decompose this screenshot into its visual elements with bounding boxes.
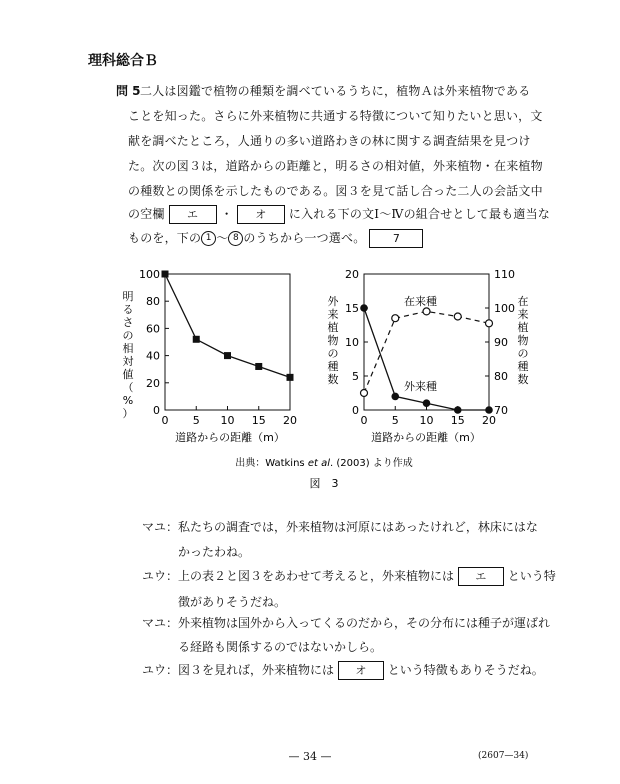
question-line-5: の種数との関係を示したものである。図３を見て話し合った二人の会話文中 (128, 184, 543, 198)
chart-species-ylabel-right (518, 294, 529, 386)
figure-label: 図 3 (309, 477, 339, 490)
choice-1-circle: 1 (201, 231, 216, 246)
alien-point (391, 393, 399, 401)
svg-text:相: 相 (122, 342, 134, 355)
dialogue-blank-o-box: オ (338, 661, 384, 680)
y-tick-label: 20 (146, 376, 160, 390)
dialogue-text: 私たちの調査では，外来植物は河原にはあったけれど，林床にはな (178, 520, 538, 534)
dialogue-text: という特徴もありそうだね。 (387, 663, 544, 677)
svg-text:来: 来 (327, 308, 339, 321)
speaker-mayu: マユ： (142, 616, 179, 630)
x-tick-label: 0 (161, 414, 169, 427)
dialogue-text: という特 (507, 569, 556, 583)
svg-text:物: 物 (327, 334, 339, 347)
brightness-point (255, 363, 262, 370)
figure-source-pre: 出典：Watkins (235, 458, 308, 469)
svg-text:数: 数 (517, 373, 529, 386)
dialogue-line-3 (142, 614, 550, 631)
blank-o-box: オ (237, 205, 285, 224)
dialogue-line-3-cont: る経路も関係するのではないかしら。 (178, 640, 383, 654)
native-point (392, 315, 399, 322)
answer-number-box: 7 (369, 229, 423, 248)
svg-text:植: 植 (517, 321, 529, 334)
svg-text:る: る (122, 303, 134, 316)
y-tick-label: 0 (153, 404, 160, 417)
chart-brightness-ylabel (123, 290, 134, 420)
svg-text:の: の (517, 347, 529, 360)
x-tick-label: 20 (283, 414, 297, 427)
dialogue-line-4 (142, 661, 544, 680)
svg-text:値: 値 (122, 368, 134, 381)
alien-series-label: 外来種 (404, 380, 437, 393)
x-tick-label: 10 (220, 414, 235, 427)
svg-text:種: 種 (327, 360, 339, 373)
svg-text:種: 種 (517, 360, 529, 373)
x-tick-label: 15 (450, 414, 465, 427)
question-line-4: た。次の図３は，道路からの距離と，明るさの相対値，外来植物・在来植物 (128, 159, 543, 173)
y-tick-label: 100 (139, 268, 160, 281)
svg-text:植: 植 (327, 321, 339, 334)
y-tick-label: 80 (146, 295, 160, 309)
chart-brightness-xlabel: 道路からの距離（m） (175, 431, 285, 444)
chart-brightness-frame (165, 274, 290, 410)
y-tick-label: 60 (146, 322, 160, 336)
question-line-6-post: に入れる下の文Ⅰ～Ⅳの組合せとして最も適当な (288, 207, 551, 221)
chart-species (328, 268, 529, 444)
alien-point (485, 406, 493, 414)
svg-text:来: 来 (517, 308, 529, 321)
dialogue-text: 図３を見れば，外来植物には (178, 663, 335, 677)
svg-text:外: 外 (327, 295, 339, 308)
y-tick-label: 40 (146, 349, 160, 363)
dialogue-line-1-cont: かったわね。 (178, 545, 251, 559)
svg-text:在: 在 (517, 295, 529, 308)
dialogue-text: 上の表２と図３をあわせて考えると，外来植物には (178, 569, 455, 583)
question-label: 問 5 (116, 84, 141, 98)
y-tick-label-left: 10 (345, 336, 359, 349)
svg-text:の: の (122, 329, 134, 342)
figure-source-post: . (2003) より作成 (329, 458, 413, 469)
brightness-point (193, 336, 200, 343)
y-tick-label-left: 0 (352, 404, 359, 417)
question-line-2: ことを知った。さらに外来植物に共通する特徴について知りたいと思い，文 (128, 109, 543, 123)
svg-text:物: 物 (517, 334, 529, 347)
svg-text:対: 対 (122, 355, 134, 368)
svg-text:の: の (327, 347, 339, 360)
x-tick-label: 5 (192, 414, 200, 427)
native-point (423, 308, 430, 315)
y-tick-label-left: 20 (345, 268, 359, 281)
chart-species-ylabel-left (328, 294, 340, 386)
question-line-6-pre: の空欄 (128, 207, 165, 221)
y-tick-label-left: 15 (345, 302, 359, 315)
figure-source-italic: et al (307, 458, 330, 469)
svg-text:さ: さ (122, 316, 134, 329)
dialogue-line-2 (142, 567, 556, 586)
alien-point (454, 406, 462, 414)
speaker-yuu: ユウ： (142, 569, 179, 583)
alien-series-line (364, 308, 489, 410)
page-code: (2607—34) (478, 751, 529, 761)
alien-point (360, 304, 368, 312)
speaker-mayu: マユ： (142, 520, 179, 534)
tilde: ～ (216, 231, 229, 245)
x-tick-label: 5 (391, 414, 399, 427)
speaker-yuu: ユウ： (142, 663, 179, 677)
native-series-label: 在来種 (404, 295, 437, 308)
question-line-7-post: のうちから一つ選べ。 (243, 231, 366, 245)
x-tick-label: 15 (251, 414, 266, 427)
svg-text:）: ） (122, 407, 134, 420)
chart-species-xlabel: 道路からの距離（m） (371, 431, 481, 444)
svg-text:%: % (122, 394, 134, 407)
native-point (486, 320, 493, 327)
question-line-7-pre: ものを，下の (128, 231, 202, 245)
y-tick-label-right: 110 (494, 268, 515, 281)
x-tick-label: 0 (360, 414, 368, 427)
brightness-point (224, 352, 231, 359)
svg-text:数: 数 (327, 373, 339, 386)
y-tick-label-right: 70 (494, 404, 508, 417)
question-line-1: 二人は図鑑で植物の種類を調べているうちに，植物Ａは外来植物である (140, 84, 531, 98)
page-number: — 34 — (288, 750, 332, 763)
dialogue-line-2-cont: 徴がありそうだね。 (178, 595, 287, 609)
dialogue-text: 外来植物は国外から入ってくるのだから，その分布には種子が運ばれ (178, 616, 551, 630)
native-point (454, 313, 461, 320)
y-tick-label-right: 90 (494, 336, 508, 349)
brightness-series-line (165, 274, 290, 377)
y-tick-label-right: 80 (494, 370, 508, 383)
separator-dot: ・ (220, 207, 233, 221)
y-tick-label-right: 100 (494, 302, 515, 315)
section-title: 理科総合Ｂ (88, 53, 158, 69)
question-line-3: 献を調べたところ，人通りの多い道路わきの林に関する調査結果を見つけ (128, 134, 531, 148)
y-tick-label-left: 5 (352, 370, 359, 383)
choice-8-circle: 8 (228, 231, 243, 246)
native-point (361, 390, 368, 397)
alien-point (423, 399, 431, 407)
brightness-point (287, 374, 294, 381)
brightness-point (162, 271, 169, 278)
svg-text:明: 明 (122, 290, 134, 303)
x-tick-label: 10 (419, 414, 434, 427)
chart-brightness (123, 268, 298, 444)
blank-e-box: エ (169, 205, 217, 224)
figure-source (235, 456, 413, 469)
svg-text:（: （ (122, 381, 134, 394)
dialogue-blank-e-box: エ (458, 567, 504, 586)
x-tick-label: 20 (482, 414, 496, 427)
dialogue-line-1 (142, 518, 538, 535)
